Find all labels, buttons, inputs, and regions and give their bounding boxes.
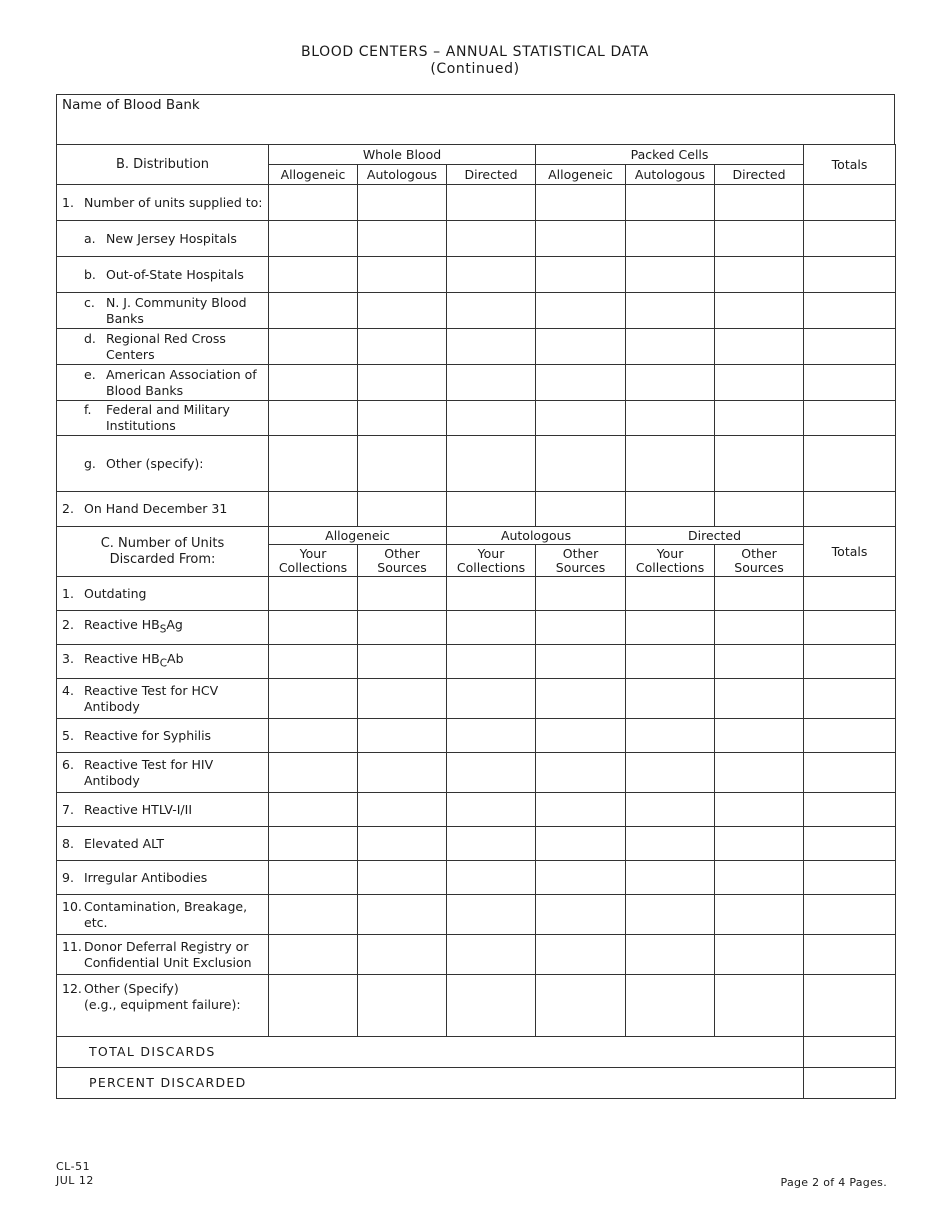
entry-cell[interactable] <box>626 293 715 329</box>
entry-cell[interactable] <box>358 293 447 329</box>
entry-cell[interactable] <box>626 577 715 611</box>
total-cell[interactable] <box>804 365 896 401</box>
form-date: JUL 12 <box>56 1174 94 1187</box>
row-number: 1. <box>62 585 74 601</box>
entry-cell[interactable] <box>447 492 536 527</box>
total-cell[interactable] <box>804 679 896 719</box>
col-top-text: Your <box>477 545 505 561</box>
entry-cell[interactable] <box>536 861 626 895</box>
row-text: Outdating <box>84 585 147 601</box>
entry-cell[interactable] <box>447 185 536 221</box>
table-row <box>57 827 896 861</box>
entry-cell[interactable] <box>269 365 358 401</box>
entry-cell[interactable] <box>358 577 447 611</box>
total-cell[interactable] <box>804 492 896 527</box>
total-cell[interactable] <box>804 719 896 753</box>
total-cell[interactable] <box>804 895 896 935</box>
entry-cell[interactable] <box>715 577 804 611</box>
label-part: Ab <box>167 651 184 667</box>
entry-cell[interactable] <box>715 221 804 257</box>
label-subscript: S <box>159 623 167 636</box>
row-number: c. <box>84 294 95 310</box>
page-number: Page 2 of 4 Pages. <box>780 1176 887 1189</box>
entry-cell[interactable] <box>715 827 804 861</box>
entry-cell[interactable] <box>536 185 626 221</box>
row-number: 7. <box>62 801 74 817</box>
table-row <box>57 401 896 436</box>
entry-cell[interactable] <box>715 975 804 1037</box>
entry-cell[interactable] <box>715 793 804 827</box>
entry-cell[interactable] <box>269 221 358 257</box>
entry-cell[interactable] <box>715 436 804 492</box>
entry-cell[interactable] <box>269 793 358 827</box>
col-top-text: Your <box>656 545 684 561</box>
row-label <box>57 221 269 257</box>
entry-cell[interactable] <box>715 935 804 975</box>
entry-cell[interactable] <box>269 185 358 221</box>
entry-cell[interactable] <box>269 293 358 329</box>
row-text <box>84 651 184 672</box>
discards-table <box>56 526 896 1099</box>
table-row <box>57 753 896 793</box>
entry-cell[interactable] <box>358 365 447 401</box>
row-number: 10. <box>62 898 82 914</box>
table-row <box>57 793 896 827</box>
total-cell[interactable] <box>804 753 896 793</box>
entry-cell[interactable] <box>269 577 358 611</box>
row-number: 1. <box>62 194 74 210</box>
row-number: g. <box>84 455 96 471</box>
entry-cell[interactable] <box>536 329 626 365</box>
row-text: Elevated ALT <box>84 835 165 851</box>
label-part: Reactive HB <box>84 617 160 633</box>
entry-cell[interactable] <box>447 935 536 975</box>
entry-cell[interactable] <box>269 329 358 365</box>
entry-cell[interactable] <box>626 365 715 401</box>
entry-cell[interactable] <box>715 365 804 401</box>
blood-bank-name-label: Name of Blood Bank <box>62 97 200 113</box>
table-row <box>57 293 896 329</box>
total-cell[interactable] <box>804 293 896 329</box>
table-row <box>57 1068 896 1099</box>
row-text: Irregular Antibodies <box>84 869 208 885</box>
entry-cell[interactable] <box>536 257 626 293</box>
entry-cell[interactable] <box>536 221 626 257</box>
entry-cell[interactable] <box>715 293 804 329</box>
entry-cell[interactable] <box>447 895 536 935</box>
subtitle-line: (Continued) <box>430 61 520 77</box>
entry-cell[interactable] <box>447 577 536 611</box>
entry-cell[interactable] <box>269 257 358 293</box>
row-text: Reactive Test for HCV Antibody <box>84 682 219 714</box>
entry-cell[interactable] <box>358 185 447 221</box>
entry-cell[interactable] <box>626 827 715 861</box>
entry-cell[interactable] <box>447 861 536 895</box>
whole-blood-header: Whole Blood <box>269 145 536 165</box>
entry-cell[interactable] <box>715 679 804 719</box>
entry-cell[interactable] <box>358 935 447 975</box>
percent-discarded-cell[interactable] <box>804 1068 896 1099</box>
table-row <box>57 935 896 975</box>
entry-cell[interactable] <box>447 753 536 793</box>
table-row <box>57 719 896 753</box>
entry-cell[interactable] <box>626 861 715 895</box>
discards-header: C. Number of Units Discarded From: <box>57 527 269 577</box>
total-cell[interactable] <box>804 185 896 221</box>
row-label <box>57 185 269 221</box>
row-label <box>57 645 269 679</box>
row-text: Federal and Military Institutions <box>106 402 230 433</box>
entry-cell[interactable] <box>269 895 358 935</box>
entry-cell[interactable] <box>358 645 447 679</box>
col-allogeneic: Allogeneic <box>269 165 358 185</box>
row-number: 11. <box>62 938 82 954</box>
row-text: Contamination, Breakage, etc. <box>84 898 248 930</box>
entry-cell[interactable] <box>626 719 715 753</box>
row-text: N. J. Community Blood Banks <box>106 294 247 326</box>
entry-cell[interactable] <box>536 577 626 611</box>
entry-cell[interactable] <box>536 365 626 401</box>
entry-cell[interactable] <box>536 611 626 645</box>
col-your-collections <box>447 545 536 577</box>
row-label <box>57 935 269 975</box>
row-number: d. <box>84 330 96 346</box>
col-autologous: Autologous <box>626 165 715 185</box>
col-autologous: Autologous <box>358 165 447 185</box>
entry-cell[interactable] <box>447 257 536 293</box>
row-text: Donor Deferral Registry or Confidential Unit Exclusion <box>84 938 252 970</box>
entry-cell[interactable] <box>626 895 715 935</box>
total-cell[interactable] <box>804 611 896 645</box>
entry-cell[interactable] <box>626 679 715 719</box>
row-number: 3. <box>62 651 74 667</box>
table-row <box>57 329 896 365</box>
table-row <box>57 861 896 895</box>
entry-cell[interactable] <box>358 827 447 861</box>
packed-cells-header: Packed Cells <box>536 145 804 165</box>
row-label <box>57 975 269 1037</box>
entry-cell[interactable] <box>447 329 536 365</box>
col-other-sources <box>536 545 626 577</box>
entry-cell[interactable] <box>536 827 626 861</box>
row-text: Reactive for Syphilis <box>84 727 212 743</box>
col-bottom-text: Collections <box>635 559 705 575</box>
col-allogeneic: Allogeneic <box>536 165 626 185</box>
col-bottom-text: Collections <box>278 559 348 575</box>
entry-cell[interactable] <box>447 221 536 257</box>
row-label <box>57 719 269 753</box>
entry-cell[interactable] <box>536 935 626 975</box>
table-row <box>57 645 896 679</box>
total-cell[interactable] <box>804 221 896 257</box>
label-subscript: C <box>159 657 168 670</box>
row-text: Out-of-State Hospitals <box>106 266 244 282</box>
entry-cell[interactable] <box>447 401 536 436</box>
label-line: Other (Specify) <box>84 981 179 996</box>
row-text: On Hand December 31 <box>84 501 228 516</box>
entry-cell[interactable] <box>715 401 804 436</box>
total-cell[interactable] <box>804 645 896 679</box>
row-label <box>57 293 269 329</box>
entry-cell[interactable] <box>358 753 447 793</box>
entry-cell[interactable] <box>536 753 626 793</box>
entry-cell[interactable] <box>358 895 447 935</box>
col-your-collections <box>269 545 358 577</box>
row-number: 5. <box>62 727 74 743</box>
blood-bank-name-field[interactable] <box>57 95 895 145</box>
table-row <box>57 577 896 611</box>
directed-header: Directed <box>626 527 804 545</box>
entry-cell[interactable] <box>447 365 536 401</box>
col-bottom-text: Sources <box>734 559 784 575</box>
entry-cell[interactable] <box>358 975 447 1037</box>
col-bottom-text: Collections <box>456 559 526 575</box>
entry-cell[interactable] <box>358 861 447 895</box>
entry-cell[interactable] <box>269 753 358 793</box>
table-row <box>57 895 896 935</box>
entry-cell[interactable] <box>626 645 715 679</box>
entry-cell[interactable] <box>536 401 626 436</box>
label-part: Ag <box>166 617 183 633</box>
row-label <box>57 793 269 827</box>
distribution-totals-header: Totals <box>804 145 896 185</box>
total-cell[interactable] <box>804 861 896 895</box>
entry-cell[interactable] <box>715 861 804 895</box>
entry-cell[interactable] <box>269 611 358 645</box>
entry-cell[interactable] <box>358 679 447 719</box>
entry-cell[interactable] <box>447 645 536 679</box>
row-label <box>57 577 269 611</box>
entry-cell[interactable] <box>358 221 447 257</box>
entry-cell[interactable] <box>269 492 358 527</box>
title-line: BLOOD CENTERS – ANNUAL STATISTICAL DATA <box>301 44 649 60</box>
entry-cell[interactable] <box>269 827 358 861</box>
entry-cell[interactable] <box>715 185 804 221</box>
entry-cell[interactable] <box>269 861 358 895</box>
row-number: e. <box>84 366 96 382</box>
entry-cell[interactable] <box>447 975 536 1037</box>
entry-cell[interactable] <box>269 679 358 719</box>
entry-cell[interactable] <box>358 611 447 645</box>
entry-cell[interactable] <box>626 611 715 645</box>
entry-cell[interactable] <box>536 645 626 679</box>
col-top-text: Other <box>741 545 777 561</box>
total-discards-cell[interactable] <box>804 1037 896 1068</box>
table-row <box>57 611 896 645</box>
table-row <box>57 679 896 719</box>
total-cell[interactable] <box>804 793 896 827</box>
row-number: 8. <box>62 835 74 851</box>
row-number: f. <box>84 402 92 417</box>
entry-cell[interactable] <box>536 975 626 1037</box>
discards-totals-header: Totals <box>804 527 896 577</box>
col-bottom-text: Sources <box>377 559 427 575</box>
row-label <box>57 329 269 365</box>
entry-cell[interactable] <box>447 827 536 861</box>
entry-cell[interactable] <box>447 793 536 827</box>
table-row <box>57 1037 896 1068</box>
table-row <box>57 221 896 257</box>
row-label <box>57 895 269 935</box>
entry-cell[interactable] <box>536 436 626 492</box>
entry-cell[interactable] <box>269 436 358 492</box>
entry-cell[interactable] <box>626 753 715 793</box>
percent-discarded-label: PERCENT DISCARDED <box>57 1068 804 1099</box>
row-label <box>57 365 269 401</box>
entry-cell[interactable] <box>358 257 447 293</box>
entry-cell[interactable] <box>626 975 715 1037</box>
entry-cell[interactable] <box>269 975 358 1037</box>
entry-cell[interactable] <box>358 329 447 365</box>
distribution-table <box>56 144 896 527</box>
col-directed: Directed <box>447 165 536 185</box>
entry-cell[interactable] <box>626 436 715 492</box>
total-cell[interactable] <box>804 257 896 293</box>
row-text: Number of units supplied to: <box>84 194 263 210</box>
entry-cell[interactable] <box>626 793 715 827</box>
row-number: 2. <box>62 501 74 516</box>
row-text <box>84 617 183 638</box>
row-text: Regional Red Cross Centers <box>106 330 226 362</box>
name-table <box>56 94 895 145</box>
col-directed: Directed <box>715 165 804 185</box>
entry-cell[interactable] <box>626 492 715 527</box>
col-other-sources <box>715 545 804 577</box>
distribution-header: B. Distribution <box>57 145 269 185</box>
table-row <box>57 185 896 221</box>
row-label <box>57 401 269 436</box>
table-row <box>57 436 896 492</box>
entry-cell[interactable] <box>358 436 447 492</box>
col-bottom-text: Sources <box>555 559 606 575</box>
row-label <box>57 679 269 719</box>
entry-cell[interactable] <box>536 895 626 935</box>
col-top-text: Other <box>384 545 420 561</box>
table-row <box>57 257 896 293</box>
entry-cell[interactable] <box>447 719 536 753</box>
entry-cell[interactable] <box>358 719 447 753</box>
row-number: 4. <box>62 682 74 698</box>
total-cell[interactable] <box>804 436 896 492</box>
total-cell[interactable] <box>804 935 896 975</box>
table-row <box>57 365 896 401</box>
total-cell[interactable] <box>804 329 896 365</box>
entry-cell[interactable] <box>536 293 626 329</box>
entry-cell[interactable] <box>626 935 715 975</box>
table-row <box>57 492 896 527</box>
row-text: American Association of Blood Banks <box>106 366 257 398</box>
row-text: Reactive Test for HIV Antibody <box>84 756 214 788</box>
entry-cell[interactable] <box>626 185 715 221</box>
entry-cell[interactable] <box>269 645 358 679</box>
row-number: 6. <box>62 756 74 772</box>
entry-cell[interactable] <box>715 753 804 793</box>
row-label <box>57 753 269 793</box>
entry-cell[interactable] <box>715 611 804 645</box>
entry-cell[interactable] <box>447 611 536 645</box>
row-label <box>57 436 269 492</box>
entry-cell[interactable] <box>269 401 358 436</box>
entry-cell[interactable] <box>536 679 626 719</box>
entry-cell[interactable] <box>358 401 447 436</box>
entry-cell[interactable] <box>358 492 447 527</box>
entry-cell[interactable] <box>715 329 804 365</box>
row-number: b. <box>84 266 96 282</box>
entry-cell[interactable] <box>447 436 536 492</box>
entry-cell[interactable] <box>536 793 626 827</box>
entry-cell[interactable] <box>447 293 536 329</box>
col-other-sources <box>358 545 447 577</box>
entry-cell[interactable] <box>715 257 804 293</box>
entry-cell[interactable] <box>626 257 715 293</box>
label-part: Reactive HB <box>84 651 160 667</box>
form-title <box>0 44 950 78</box>
row-text <box>84 981 241 1013</box>
col-your-collections <box>626 545 715 577</box>
form-code: CL-51 <box>56 1160 91 1173</box>
total-discards-label: TOTAL DISCARDS <box>57 1037 804 1068</box>
row-label <box>57 861 269 895</box>
col-top-text: Your <box>299 545 327 561</box>
label-line: (e.g., equipment failure): <box>84 997 241 1012</box>
row-text: New Jersey Hospitals <box>106 230 237 246</box>
total-cell[interactable] <box>804 577 896 611</box>
entry-cell[interactable] <box>447 679 536 719</box>
row-number: a. <box>84 230 96 246</box>
table-row <box>57 975 896 1037</box>
total-cell[interactable] <box>804 975 896 1037</box>
row-text: Reactive HTLV-I/II <box>84 801 193 817</box>
total-cell[interactable] <box>804 827 896 861</box>
row-label <box>57 257 269 293</box>
entry-cell[interactable] <box>536 719 626 753</box>
row-label <box>57 611 269 645</box>
col-top-text: Other <box>562 545 599 561</box>
entry-cell[interactable] <box>715 895 804 935</box>
row-number: 12. <box>62 981 82 996</box>
row-text: Other (specify): <box>106 455 204 471</box>
entry-cell[interactable] <box>269 935 358 975</box>
allogeneic-header: Allogeneic <box>269 527 447 545</box>
entry-cell[interactable] <box>715 645 804 679</box>
form-code-block <box>56 1160 94 1188</box>
entry-cell[interactable] <box>536 492 626 527</box>
entry-cell[interactable] <box>626 401 715 436</box>
row-number: 2. <box>62 617 74 633</box>
entry-cell[interactable] <box>626 221 715 257</box>
row-number: 9. <box>62 869 74 885</box>
row-label <box>57 492 269 527</box>
autologous-header: Autologous <box>447 527 626 545</box>
row-label <box>57 827 269 861</box>
entry-cell[interactable] <box>626 329 715 365</box>
entry-cell[interactable] <box>358 793 447 827</box>
total-cell[interactable] <box>804 401 896 436</box>
entry-cell[interactable] <box>715 492 804 527</box>
entry-cell[interactable] <box>715 719 804 753</box>
entry-cell[interactable] <box>269 719 358 753</box>
